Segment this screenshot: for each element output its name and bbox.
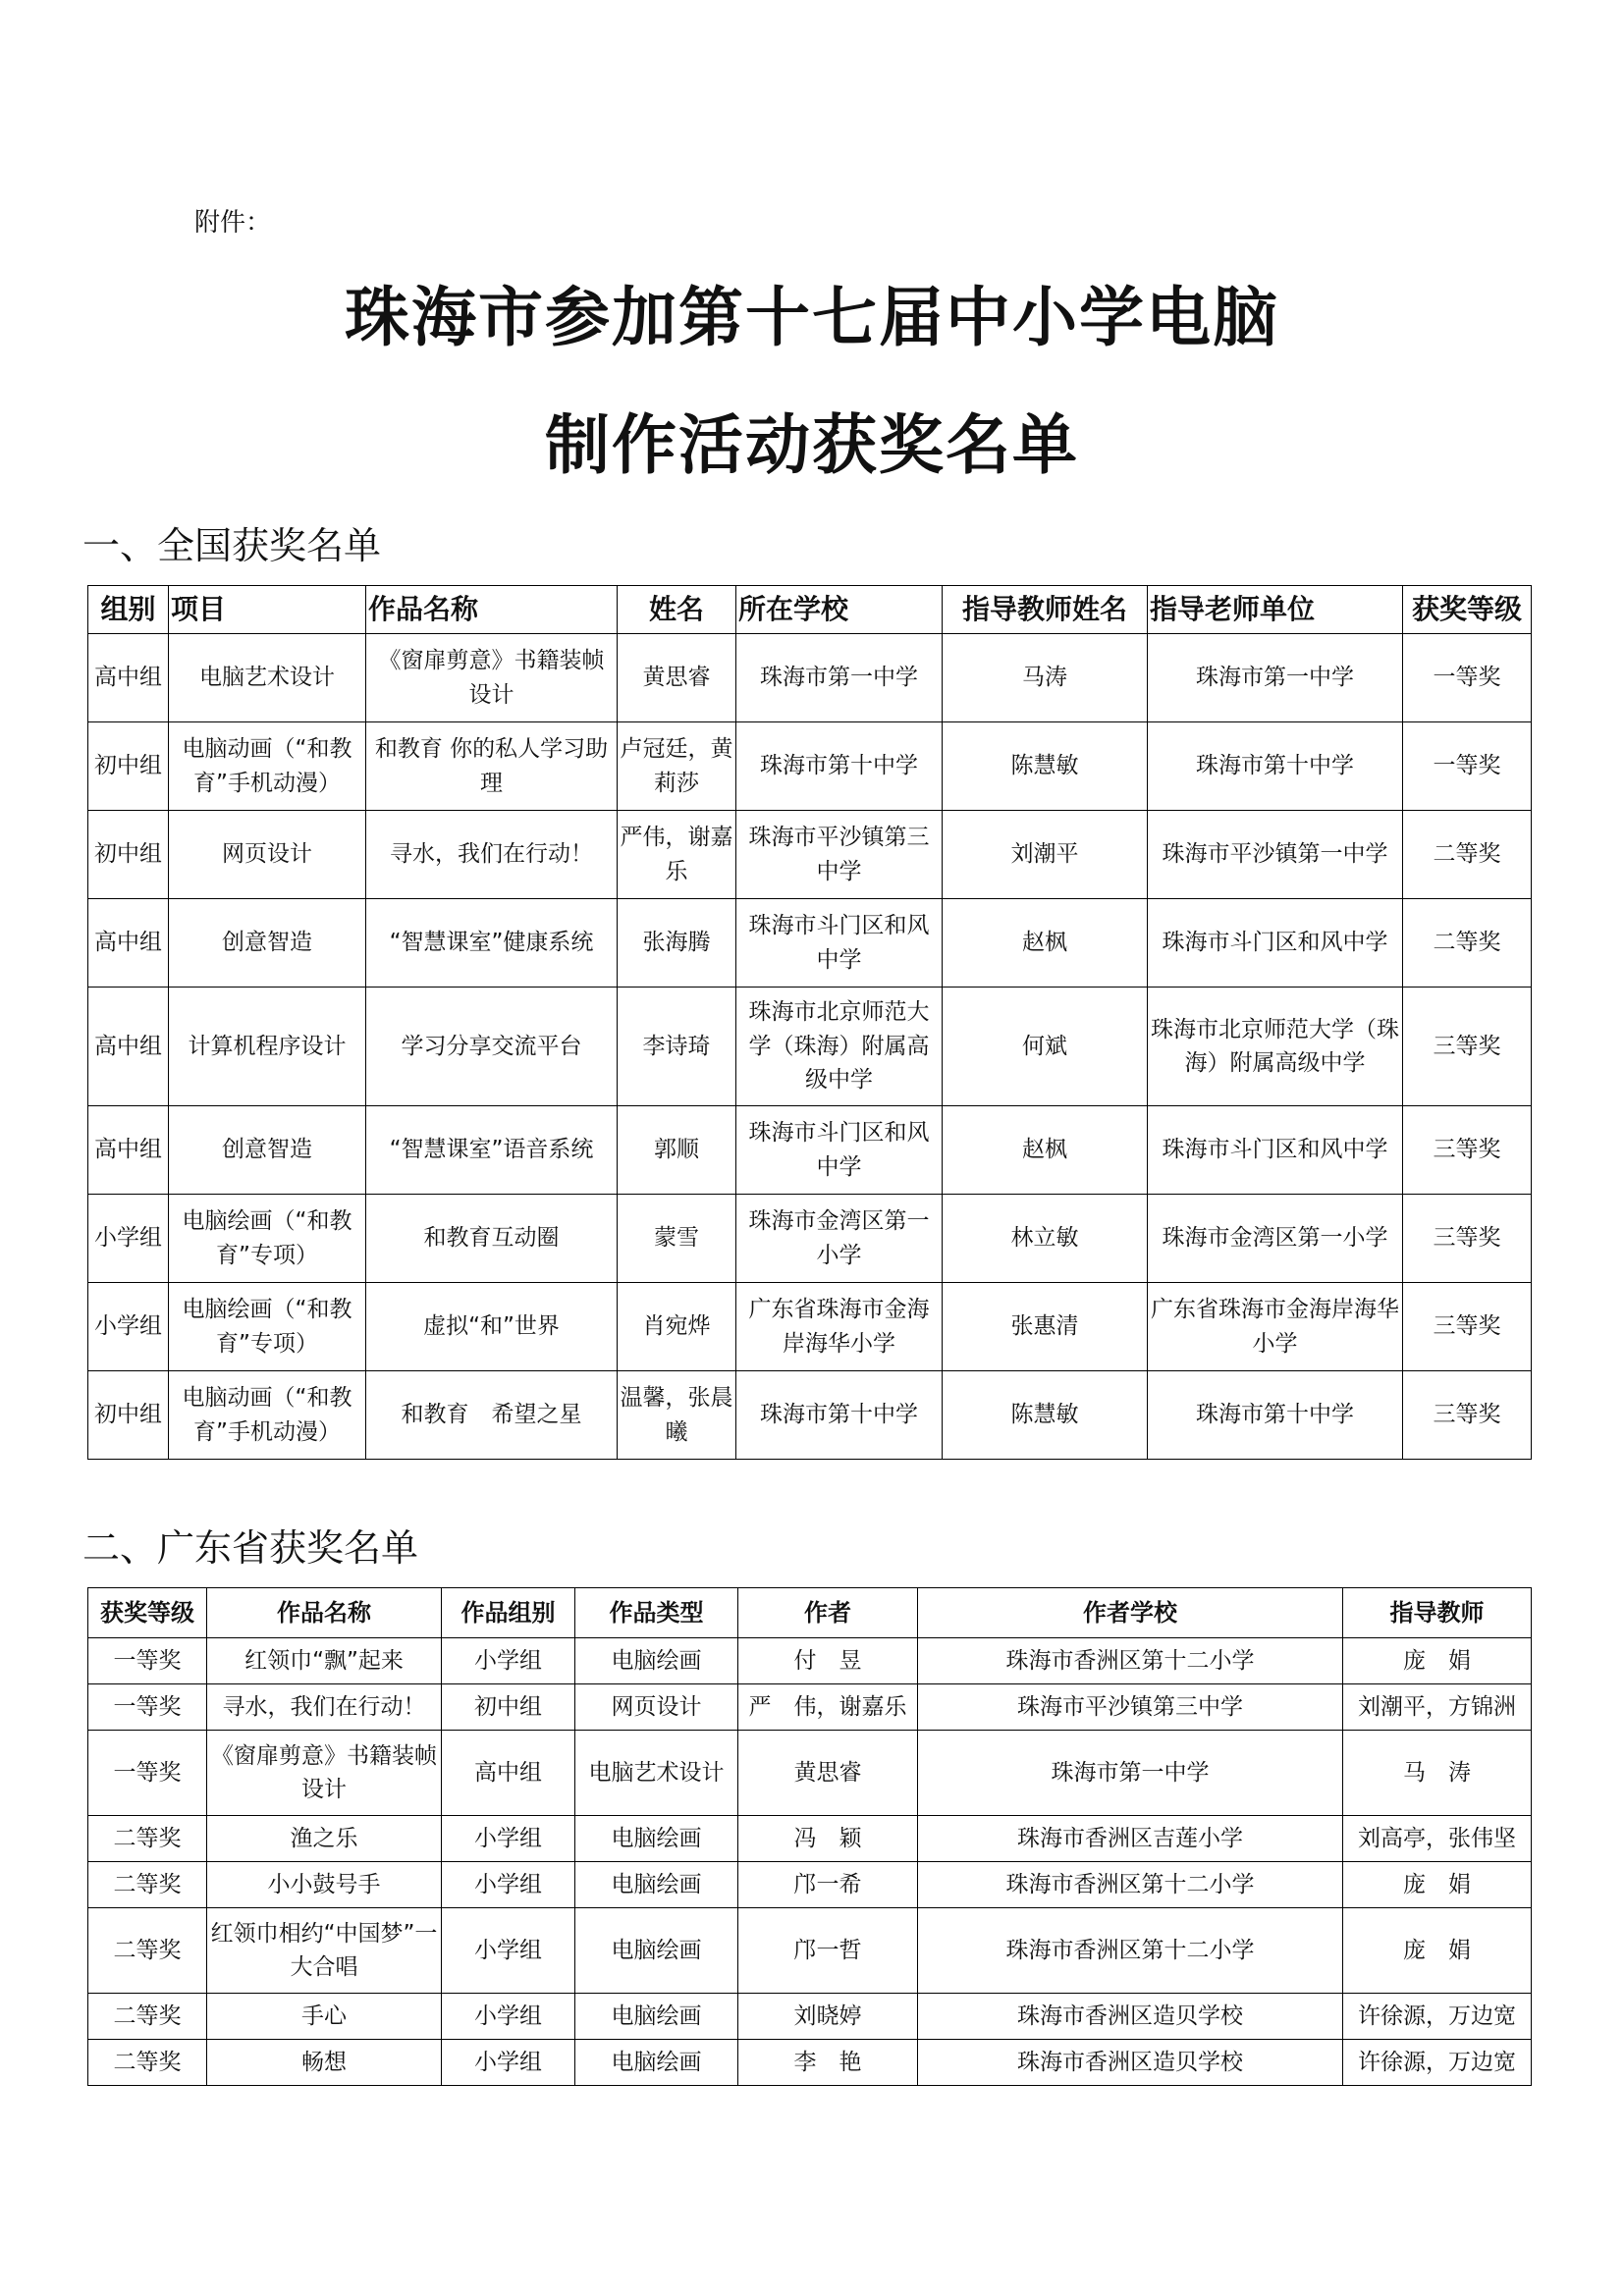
table-cell: 和教育 希望之星 [366, 1371, 618, 1460]
table-cell: 许徐源，万边宽 [1343, 1994, 1532, 2040]
table-cell: 许徐源，万边宽 [1343, 2040, 1532, 2086]
table-cell: 珠海市平沙镇第三中学 [736, 811, 943, 899]
table-cell: 黄思睿 [738, 1731, 918, 1816]
table-cell: 广东省珠海市金海岸海华小学 [736, 1283, 943, 1371]
table-cell: 小学组 [442, 1638, 575, 1684]
table-cell: 网页设计 [169, 811, 366, 899]
table-cell: 一等奖 [1403, 722, 1532, 811]
column-header: 所在学校 [736, 586, 943, 634]
table-cell: 珠海市香洲区第十二小学 [918, 1862, 1343, 1908]
table-cell: 小学组 [442, 1862, 575, 1908]
table-cell: 庞 娟 [1343, 1908, 1532, 1994]
table-cell: 温馨，张晨曦 [618, 1371, 736, 1460]
table-cell: 二等奖 [1403, 899, 1532, 988]
table-cell: 寻水，我们在行动！ [366, 811, 618, 899]
table-cell: 珠海市第十中学 [736, 722, 943, 811]
table-cell: 网页设计 [575, 1684, 738, 1731]
table-cell: 珠海市平沙镇第三中学 [918, 1684, 1343, 1731]
table-cell: 初中组 [442, 1684, 575, 1731]
table-cell: 珠海市斗门区和风中学 [736, 899, 943, 988]
province-awards-table [87, 1587, 1532, 2086]
table-cell: 陈慧敏 [943, 1371, 1148, 1460]
table-row [88, 811, 1532, 899]
table-row [88, 899, 1532, 988]
column-header: 指导老师单位 [1148, 586, 1403, 634]
table-cell: 《窗扉剪意》书籍装帧设计 [366, 634, 618, 722]
table-cell: 邝一希 [738, 1862, 918, 1908]
table-cell: 广东省珠海市金海岸海华小学 [1148, 1283, 1403, 1371]
table-cell: “智慧课室”健康系统 [366, 899, 618, 988]
table-cell: 三等奖 [1403, 1106, 1532, 1195]
table-row [88, 1283, 1532, 1371]
table-cell: 珠海市香洲区吉莲小学 [918, 1816, 1343, 1862]
table-cell: 电脑绘画（“和教育”专项） [169, 1195, 366, 1283]
table-cell: 小学组 [442, 2040, 575, 2086]
table-cell: 林立敏 [943, 1195, 1148, 1283]
column-header: 作品类型 [575, 1588, 738, 1638]
table-cell: 电脑绘画 [575, 1638, 738, 1684]
table-cell: 小学组 [442, 1908, 575, 1994]
table-cell: 高中组 [88, 988, 169, 1106]
table-row [88, 1684, 1532, 1731]
table-cell: 二等奖 [1403, 811, 1532, 899]
table-cell: 马涛 [943, 634, 1148, 722]
table-header-row [88, 1588, 1532, 1638]
table-cell: 和教育互动圈 [366, 1195, 618, 1283]
table-cell: 创意智造 [169, 1106, 366, 1195]
table-cell: 寻水，我们在行动！ [207, 1684, 442, 1731]
table-cell: 初中组 [88, 811, 169, 899]
table-cell: 一等奖 [88, 1684, 207, 1731]
table-row [88, 1195, 1532, 1283]
table-cell: 珠海市香洲区造贝学校 [918, 2040, 1343, 2086]
national-awards-table [87, 585, 1532, 1460]
table-cell: 刘潮平 [943, 811, 1148, 899]
table-cell: 三等奖 [1403, 988, 1532, 1106]
table-cell: 珠海市香洲区造贝学校 [918, 1994, 1343, 2040]
table-cell: 珠海市香洲区第十二小学 [918, 1638, 1343, 1684]
table-row [88, 988, 1532, 1106]
table-row [88, 1994, 1532, 2040]
table-cell: 渔之乐 [207, 1816, 442, 1862]
table-cell: 计算机程序设计 [169, 988, 366, 1106]
table-cell: 畅想 [207, 2040, 442, 2086]
table-cell: 电脑绘画 [575, 1816, 738, 1862]
table-cell: 珠海市北京师范大学（珠海）附属高级中学 [1148, 988, 1403, 1106]
table-cell: 珠海市香洲区第十二小学 [918, 1908, 1343, 1994]
table-cell: 张惠清 [943, 1283, 1148, 1371]
table-row [88, 1731, 1532, 1816]
table-row [88, 1862, 1532, 1908]
column-header: 指导教师姓名 [943, 586, 1148, 634]
column-header: 获奖等级 [88, 1588, 207, 1638]
column-header: 作品名称 [207, 1588, 442, 1638]
table-cell: 三等奖 [1403, 1195, 1532, 1283]
table-cell: 李诗琦 [618, 988, 736, 1106]
table-row [88, 634, 1532, 722]
table-cell: 郭顺 [618, 1106, 736, 1195]
table-cell: 小学组 [442, 1994, 575, 2040]
table-cell: 创意智造 [169, 899, 366, 988]
table-cell: 电脑绘画 [575, 1908, 738, 1994]
table-cell: 初中组 [88, 1371, 169, 1460]
table-cell: 三等奖 [1403, 1371, 1532, 1460]
table-row [88, 1638, 1532, 1684]
table-cell: 庞 娟 [1343, 1862, 1532, 1908]
table-cell: 陈慧敏 [943, 722, 1148, 811]
table-cell: 《窗扉剪意》书籍装帧设计 [207, 1731, 442, 1816]
table-cell: 蒙雪 [618, 1195, 736, 1283]
table-row [88, 1816, 1532, 1862]
table-cell: 初中组 [88, 722, 169, 811]
table-cell: 庞 娟 [1343, 1638, 1532, 1684]
table-cell: 珠海市金湾区第一小学 [1148, 1195, 1403, 1283]
table-cell: 二等奖 [88, 1994, 207, 2040]
table-cell: 和教育 你的私人学习助理 [366, 722, 618, 811]
table-cell: 赵枫 [943, 899, 1148, 988]
table-cell: 珠海市平沙镇第一中学 [1148, 811, 1403, 899]
table-cell: 卢冠廷，黄莉莎 [618, 722, 736, 811]
table-cell: 虚拟“和”世界 [366, 1283, 618, 1371]
table-cell: 珠海市第十中学 [736, 1371, 943, 1460]
table-row [88, 1908, 1532, 1994]
table-cell: 高中组 [88, 634, 169, 722]
column-header: 姓名 [618, 586, 736, 634]
table-cell: 一等奖 [88, 1638, 207, 1684]
table-cell: 红领巾相约“中国梦”一大合唱 [207, 1908, 442, 1994]
table-cell: 电脑绘画（“和教育”专项） [169, 1283, 366, 1371]
table-row [88, 722, 1532, 811]
table-cell: 高中组 [88, 899, 169, 988]
table-cell: 付 昱 [738, 1638, 918, 1684]
table-cell: 小学组 [88, 1195, 169, 1283]
table-row [88, 2040, 1532, 2086]
column-header: 项目 [169, 586, 366, 634]
table-cell: 一等奖 [88, 1731, 207, 1816]
table-cell: 红领巾“飘”起来 [207, 1638, 442, 1684]
table-cell: 手心 [207, 1994, 442, 2040]
table-cell: 黄思睿 [618, 634, 736, 722]
table-cell: 电脑艺术设计 [169, 634, 366, 722]
table-cell: 电脑动画（“和教育”手机动漫） [169, 722, 366, 811]
table-cell: 刘潮平，方锦洲 [1343, 1684, 1532, 1731]
column-header: 组别 [88, 586, 169, 634]
table-cell: 李 艳 [738, 2040, 918, 2086]
table-cell: 电脑绘画 [575, 2040, 738, 2086]
table-cell: 电脑动画（“和教育”手机动漫） [169, 1371, 366, 1460]
table-cell: 严 伟，谢嘉乐 [738, 1684, 918, 1731]
table-cell: 高中组 [88, 1106, 169, 1195]
table-cell: 珠海市斗门区和风中学 [1148, 1106, 1403, 1195]
page-title-line-2: 制作活动获奖名单 [545, 407, 1079, 483]
table-cell: 肖宛烨 [618, 1283, 736, 1371]
table-cell: 一等奖 [1403, 634, 1532, 722]
column-header: 作品组别 [442, 1588, 575, 1638]
table-cell: 学习分享交流平台 [366, 988, 618, 1106]
table-cell: 珠海市金湾区第一小学 [736, 1195, 943, 1283]
column-header: 作者学校 [918, 1588, 1343, 1638]
table-cell: 邝一哲 [738, 1908, 918, 1994]
table-cell: 二等奖 [88, 1908, 207, 1994]
table-cell: 电脑绘画 [575, 1994, 738, 2040]
table-row [88, 1371, 1532, 1460]
table-cell: 珠海市第十中学 [1148, 1371, 1403, 1460]
table-cell: 三等奖 [1403, 1283, 1532, 1371]
province-section-heading: 二、广东省获奖名单 [82, 1526, 419, 1570]
table-cell: 冯 颖 [738, 1816, 918, 1862]
table-cell: 二等奖 [88, 2040, 207, 2086]
table-cell: 珠海市第十中学 [1148, 722, 1403, 811]
table-cell: 刘高亭，张伟坚 [1343, 1816, 1532, 1862]
table-cell: 赵枫 [943, 1106, 1148, 1195]
attachment-label: 附件： [194, 208, 272, 238]
table-cell: 何斌 [943, 988, 1148, 1106]
table-header-row [88, 586, 1532, 634]
table-cell: 刘晓婷 [738, 1994, 918, 2040]
table-cell: 二等奖 [88, 1862, 207, 1908]
column-header: 获奖等级 [1403, 586, 1532, 634]
table-cell: “智慧课室”语音系统 [366, 1106, 618, 1195]
table-cell: 二等奖 [88, 1816, 207, 1862]
table-cell: 张海腾 [618, 899, 736, 988]
table-cell: 珠海市斗门区和风中学 [736, 1106, 943, 1195]
national-section-heading: 一、全国获奖名单 [82, 524, 382, 567]
table-cell: 珠海市第一中学 [1148, 634, 1403, 722]
table-cell: 小学组 [442, 1816, 575, 1862]
table-cell: 珠海市北京师范大学（珠海）附属高级中学 [736, 988, 943, 1106]
table-cell: 高中组 [442, 1731, 575, 1816]
table-cell: 电脑艺术设计 [575, 1731, 738, 1816]
column-header: 作者 [738, 1588, 918, 1638]
table-cell: 严伟，谢嘉乐 [618, 811, 736, 899]
table-row [88, 1106, 1532, 1195]
column-header: 作品名称 [366, 586, 618, 634]
table-cell: 小学组 [88, 1283, 169, 1371]
table-cell: 珠海市斗门区和风中学 [1148, 899, 1403, 988]
page-title-line-1: 珠海市参加第十七届中小学电脑 [345, 280, 1279, 355]
table-cell: 珠海市第一中学 [736, 634, 943, 722]
table-cell: 小小鼓号手 [207, 1862, 442, 1908]
table-cell: 电脑绘画 [575, 1862, 738, 1908]
column-header: 指导教师 [1343, 1588, 1532, 1638]
table-cell: 马 涛 [1343, 1731, 1532, 1816]
table-cell: 珠海市第一中学 [918, 1731, 1343, 1816]
